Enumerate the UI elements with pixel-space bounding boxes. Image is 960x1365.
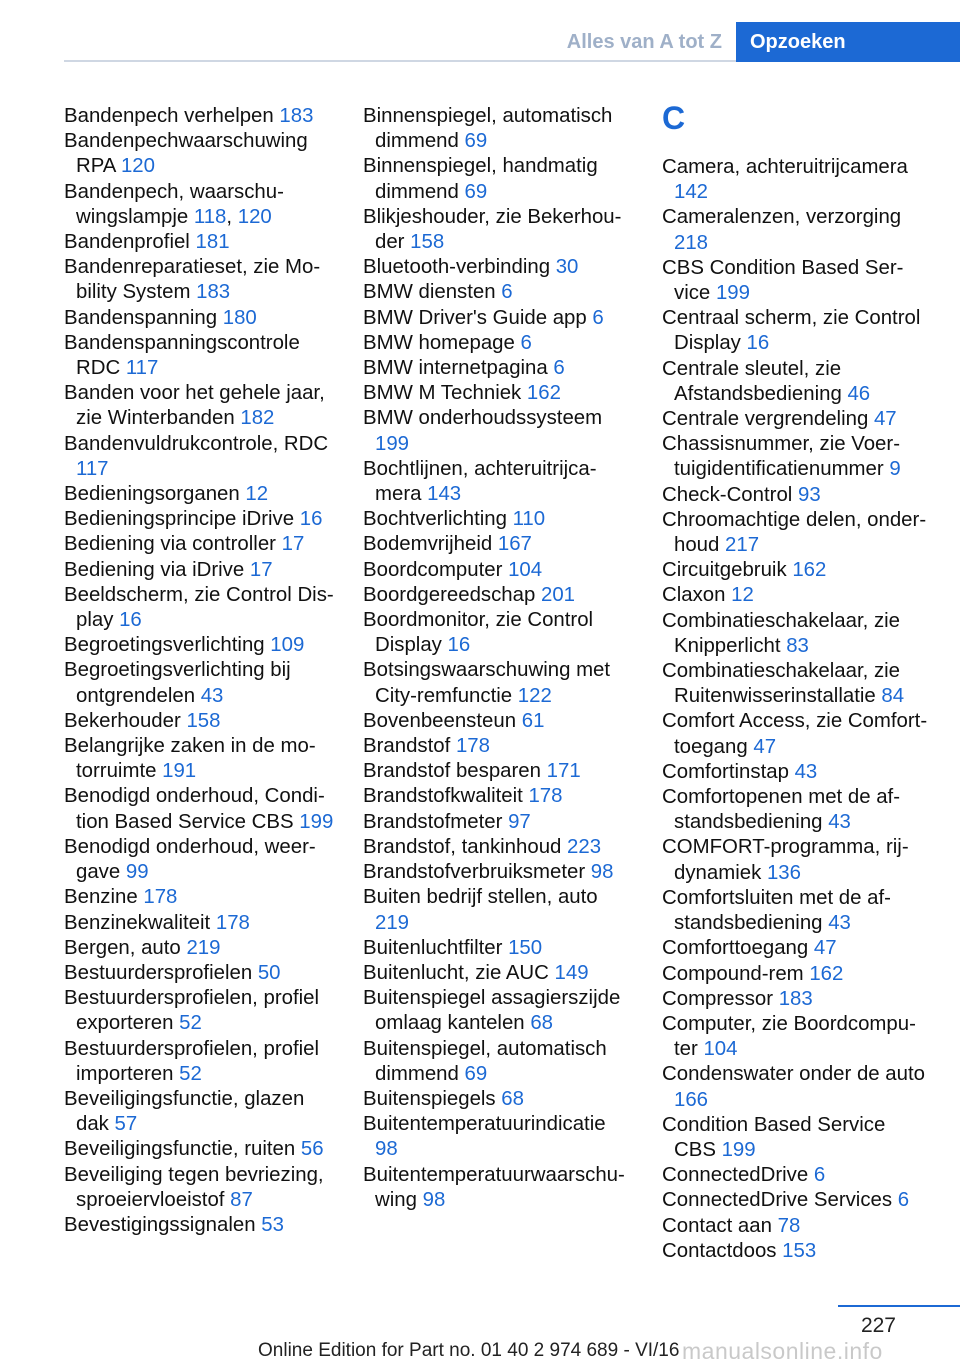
index-entry — [662, 1214, 930, 1239]
index-entry — [363, 280, 631, 305]
page-reference-link[interactable]: 43 — [200, 684, 224, 707]
entry-term: Bestuurdersprofielen, profiel exporteren — [64, 987, 320, 1035]
entry-term: Bandenspanningscontrole RDC — [64, 331, 300, 380]
entry-term: BMW internetpagina — [363, 357, 554, 380]
index-entry — [662, 1163, 930, 1188]
page-reference-link[interactable]: 53 — [261, 1213, 284, 1236]
index-entry — [662, 306, 930, 356]
index-entry — [662, 609, 930, 659]
entry-term: ConnectedDrive Services — [662, 1189, 898, 1212]
page-reference-link[interactable]: 98 — [375, 1138, 398, 1161]
entry-term: COMFORT-programma, rijdynamiek — [662, 836, 909, 884]
entry-term: Brandstofkwaliteit — [363, 785, 529, 808]
page-reference-link[interactable]: 150 — [508, 936, 543, 959]
index-column-3 — [662, 100, 930, 1264]
page-reference-link[interactable]: 17 — [281, 533, 305, 556]
entry-term: Bedieningsprincipe iDrive — [64, 508, 300, 531]
page-reference-link[interactable]: 68 — [530, 1012, 553, 1035]
index-entry — [363, 507, 631, 532]
page-reference-link[interactable]: 183 — [778, 987, 813, 1010]
index-entry — [662, 936, 930, 961]
index-entry — [363, 658, 631, 708]
entry-term: Computer, zie Boordcomputer — [662, 1012, 916, 1061]
page-reference-link[interactable]: 12 — [731, 584, 754, 607]
page-reference-link[interactable]: 110 — [512, 508, 546, 531]
index-entry — [64, 835, 336, 885]
entry-term: Brandstofmeter — [363, 810, 509, 833]
index-entry — [64, 129, 336, 179]
page-reference-link[interactable]: 6 — [553, 357, 565, 380]
entry-term: Combinatieschakelaar, zie Ruitenwisserinstallatie — [662, 660, 901, 708]
page-reference-link[interactable]: 199 — [721, 1138, 756, 1161]
index-entry — [662, 432, 930, 482]
index-entry — [662, 1113, 930, 1163]
page-reference-link[interactable]: 201 — [540, 583, 576, 606]
page-reference-link[interactable]: 78 — [777, 1214, 801, 1237]
page-reference-link[interactable]: 104 — [508, 558, 543, 581]
index-entry — [662, 886, 930, 936]
entry-term: Bandenreparatieset, zie Mobility System — [64, 256, 321, 304]
index-entry — [363, 306, 631, 331]
index-entry — [363, 532, 631, 557]
page-reference-link[interactable]: 117 — [125, 357, 159, 380]
entry-term: Beveiligingsfunctie, glazen dak — [64, 1087, 305, 1136]
entry-term: Bandenspanning — [64, 306, 223, 329]
index-column-2 — [363, 104, 631, 1213]
index-entry — [363, 457, 631, 507]
entry-term: ConnectedDrive — [662, 1164, 814, 1187]
entry-term: Bochtverlichting — [363, 508, 513, 531]
index-entry — [64, 986, 336, 1036]
entry-term: Chroomachtige delen, onderhoud — [662, 508, 927, 557]
index-entry — [363, 255, 631, 280]
entry-term: Benzinekwaliteit — [64, 911, 216, 934]
index-entry — [64, 784, 336, 834]
header-tab-opzoeken[interactable]: Opzoeken — [736, 22, 960, 62]
page-reference-link[interactable]: 47 — [873, 408, 897, 431]
entry-term: Brandstof besparen — [363, 760, 547, 783]
page-reference-link[interactable]: 69 — [464, 130, 488, 153]
page-reference-link[interactable]: 118 — [193, 205, 227, 228]
index-entry — [64, 961, 336, 986]
entry-term: Begroetingsverlichting — [64, 634, 271, 657]
index-entry — [64, 1137, 336, 1162]
index-entry — [363, 1163, 631, 1213]
entry-term: Binnenspiegel, automatisch dimmend — [363, 105, 613, 153]
page-reference-link[interactable]: 199 — [375, 432, 410, 455]
page-reference-link[interactable]: 162 — [792, 559, 827, 582]
entry-term: Camera, achteruitrijcamera — [662, 156, 908, 178]
entry-term: Bestuurdersprofielen — [64, 961, 258, 984]
entry-term: CBS Condition Based Service — [662, 256, 904, 305]
page-reference-link[interactable]: 46 — [847, 382, 871, 405]
page-reference-link[interactable]: 166 — [674, 1088, 709, 1111]
index-entry — [662, 155, 930, 205]
entry-term: Centrale vergrendeling — [662, 408, 874, 431]
index-entry — [662, 760, 930, 785]
index-entry — [363, 734, 631, 759]
entry-term: Bandenprofiel — [64, 231, 196, 254]
page-reference-link[interactable]: 178 — [143, 886, 178, 909]
page-reference-link[interactable]: 158 — [410, 231, 445, 254]
page-reference-link[interactable]: 178 — [528, 785, 563, 808]
page-reference-link[interactable]: 12 — [245, 483, 269, 506]
index-column-1 — [64, 104, 336, 1238]
page-reference-link[interactable]: 6 — [501, 281, 513, 304]
index-entry — [64, 658, 336, 708]
page-reference-link[interactable]: 183 — [196, 281, 231, 304]
index-entry — [662, 407, 930, 432]
entry-term: Buitentemperatuurindicatie — [363, 1113, 606, 1136]
index-entry — [363, 1087, 631, 1112]
page-reference-link[interactable]: 98 — [590, 861, 614, 884]
page-reference-link[interactable]: 83 — [786, 634, 809, 657]
entry-term: Circuitgebruik — [662, 559, 793, 582]
entry-term: Bediening via controller — [64, 533, 282, 556]
entry-term: Bergen, auto — [64, 936, 187, 959]
entry-term: Check-Control — [662, 483, 798, 506]
entry-term: BMW Driver's Guide app — [363, 306, 593, 329]
index-entry — [64, 709, 336, 734]
footer-rule — [838, 1305, 960, 1307]
page-reference-link[interactable]: 120 — [237, 205, 272, 228]
entry-term: Buitenspiegel, automatisch dimmend — [363, 1037, 607, 1085]
entry-term: Centraal scherm, zie Control Display — [662, 307, 921, 355]
page-reference-link[interactable]: 30 — [555, 256, 579, 279]
page-reference-link[interactable]: 136 — [766, 861, 801, 884]
index-entry — [363, 986, 631, 1036]
page-reference-link[interactable]: 191 — [162, 760, 197, 783]
index-entry — [64, 532, 336, 557]
entry-term: Belangrijke zaken in de motorruimte — [64, 735, 316, 783]
page-reference-link[interactable]: 199 — [715, 282, 750, 305]
page-number: 227 — [860, 1314, 896, 1337]
entry-term: Comfort Access, zie Comforttoegang — [662, 710, 928, 758]
page-reference-link[interactable]: 182 — [240, 407, 275, 430]
index-entry — [662, 1188, 930, 1213]
entry-term: Bovenbeensteun — [363, 709, 522, 732]
page-reference-link[interactable]: 104 — [703, 1038, 738, 1061]
page-reference-link[interactable]: 99 — [125, 861, 149, 884]
index-entry — [363, 860, 631, 885]
page-reference-link[interactable]: 183 — [279, 105, 314, 127]
index-entry — [64, 1213, 336, 1238]
index-entry — [64, 936, 336, 961]
page-reference-link[interactable]: 142 — [674, 181, 709, 204]
index-entry — [64, 583, 336, 633]
index-entry — [363, 583, 631, 608]
page-reference-link[interactable]: 9 — [889, 458, 901, 481]
page-reference-link[interactable]: 16 — [119, 609, 142, 632]
entry-term: Beveiliging tegen bevriezing, sproeiervloeistof — [64, 1163, 324, 1211]
entry-term: Bandenvuldrukcontrole, RDC — [64, 432, 329, 455]
entry-term: Condenswater onder de auto — [662, 1063, 925, 1086]
page-reference-link[interactable]: 16 — [299, 508, 323, 531]
entry-term: Beeldscherm, zie Control Display — [64, 583, 334, 632]
entry-term: Comfortopenen met de afstandsbediening — [662, 786, 901, 834]
page-reference-link[interactable]: 43 — [828, 912, 851, 935]
page-reference-link[interactable]: 6 — [813, 1164, 826, 1187]
index-entry — [64, 734, 336, 784]
page-reference-link[interactable]: 61 — [521, 709, 545, 732]
index-entry — [363, 406, 631, 456]
page-reference-link[interactable]: 98 — [422, 1188, 446, 1211]
index-entry — [64, 482, 336, 507]
index-entry — [662, 357, 930, 407]
index-entry — [363, 835, 631, 860]
entry-term: Banden voor het gehele jaar, zie Winterbanden — [64, 382, 325, 430]
entry-term: Buitenluchtfilter — [363, 936, 509, 959]
entry-term: Brandstof — [363, 735, 456, 758]
page-reference-link[interactable]: 69 — [464, 1062, 488, 1085]
entry-term: Boordmonitor, zie Control Display — [363, 609, 594, 657]
entry-term: Cameralenzen, verzorging — [662, 206, 902, 229]
index-entry — [662, 709, 930, 759]
page-reference-link[interactable]: 178 — [215, 911, 250, 934]
page-reference-link[interactable]: 16 — [447, 634, 471, 657]
entry-term: BMW homepage — [363, 331, 521, 354]
section-letter-heading: C — [662, 100, 686, 136]
index-entry — [662, 205, 930, 255]
index-entry — [363, 810, 631, 835]
index-entry — [662, 1012, 930, 1062]
watermark-text: manualsonline.info — [682, 1338, 883, 1364]
entry-term: Bestuurdersprofielen, profiel importeren — [64, 1037, 320, 1085]
entry-term: Brandstof, tankinhoud — [363, 835, 568, 858]
index-entry — [64, 255, 336, 305]
page-reference-link[interactable]: 162 — [809, 962, 844, 985]
entry-term: Compound-rem — [662, 962, 810, 985]
index-entry — [662, 962, 930, 987]
page-reference-link[interactable]: 17 — [249, 558, 273, 581]
entry-term: Bandenpech verhelpen — [64, 105, 280, 127]
entry-term: Bedieningsorganen — [64, 483, 246, 506]
page-reference-link[interactable]: 178 — [455, 735, 490, 758]
entry-term: BMW onderhoudssysteem — [363, 407, 603, 430]
index-entry — [363, 759, 631, 784]
page-reference-link[interactable]: 47 — [753, 735, 777, 758]
index-entry — [363, 709, 631, 734]
index-entry — [64, 306, 336, 331]
page-reference-link[interactable]: 120 — [120, 155, 155, 178]
page-reference-link[interactable]: 52 — [179, 1012, 202, 1035]
index-entry — [363, 104, 631, 154]
entry-term: Centrale sleutel, zie Afstandsbediening — [662, 357, 848, 405]
index-entry — [363, 1037, 631, 1087]
entry-term: Bevestigingssignalen — [64, 1213, 262, 1236]
page-reference-link[interactable]: 84 — [881, 685, 905, 708]
entry-term: Benodigd onderhoud, Condition Based Service CBS — [64, 785, 325, 833]
entry-term: Comfortinstap — [662, 760, 795, 783]
page-reference-link[interactable]: 43 — [794, 760, 818, 783]
entry-term: Chassisnummer, zie Voertuigidentificatienummer — [662, 433, 900, 481]
entry-term: Buitenspiegel assagierszijde omlaag kantelen — [363, 987, 621, 1035]
entry-term: Boordcomputer — [363, 558, 509, 581]
page-reference-link[interactable]: 181 — [195, 231, 230, 254]
entry-term: Comfortsluiten met de afstandsbediening — [662, 886, 891, 935]
entry-term: Botsingswaarschuwing met City-remfunctie — [363, 659, 611, 707]
page-reference-link[interactable]: 52 — [179, 1062, 202, 1085]
page-reference-link[interactable]: 219 — [186, 936, 221, 959]
index-entry — [64, 885, 336, 910]
page-reference-link[interactable]: 97 — [508, 810, 531, 833]
entry-term: Bodemvrijheid — [363, 533, 498, 556]
index-entry — [64, 381, 336, 431]
page-reference-link[interactable]: 158 — [186, 709, 221, 732]
index-entry — [363, 936, 631, 961]
index-entry — [64, 633, 336, 658]
index-entry — [64, 104, 336, 129]
index-entry — [662, 508, 930, 558]
entry-term: BMW M Techniek — [363, 382, 527, 405]
entry-term: Beveiligingsfunctie, ruiten — [64, 1138, 301, 1161]
index-entry — [363, 784, 631, 809]
entry-term: Brandstofverbruiksmeter — [363, 861, 591, 884]
entry-term: Contactdoos — [662, 1239, 783, 1262]
entry-term: Contact aan — [662, 1214, 778, 1237]
index-entry — [662, 256, 930, 306]
entry-term: Condition Based Service CBS — [662, 1113, 886, 1161]
index-entry — [662, 987, 930, 1012]
page-reference-link[interactable]: 180 — [222, 306, 257, 329]
entry-term: Comforttoegang — [662, 937, 814, 960]
index-entry — [363, 205, 631, 255]
entry-term: BMW diensten — [363, 281, 502, 304]
index-entry — [363, 356, 631, 381]
page-reference-link[interactable]: 47 — [813, 937, 837, 960]
entry-term: Combinatieschakelaar, zie Knipperlicht — [662, 609, 901, 657]
entry-term: Benodigd onderhoud, weergave — [64, 835, 316, 884]
index-entry — [662, 1062, 930, 1112]
page-reference-link[interactable]: 6 — [592, 306, 604, 329]
page-reference-link[interactable]: 143 — [427, 483, 462, 506]
page-reference-link[interactable]: 87 — [230, 1188, 253, 1211]
page-reference-link[interactable]: 218 — [674, 231, 709, 254]
page-reference-link[interactable]: 149 — [554, 961, 589, 984]
edition-text: Online Edition for Part no. 01 40 2 974 689 - VI/16 — [258, 1340, 680, 1361]
entry-term: Buitentemperatuurwaarschuwing — [363, 1163, 625, 1211]
index-entry — [662, 558, 930, 583]
page-reference-link[interactable]: 69 — [464, 180, 488, 203]
entry-term: Benzine — [64, 886, 144, 909]
index-entry — [662, 785, 930, 835]
index-entry — [64, 1163, 336, 1213]
entry-term: Bochtlijnen, achteruitrijcamera — [363, 457, 597, 506]
entry-term: Compressor — [662, 987, 779, 1010]
index-entry — [363, 154, 631, 204]
entry-term: Buitenspiegels — [363, 1087, 502, 1110]
page-reference-link[interactable]: 171 — [546, 760, 581, 783]
index-entry — [64, 180, 336, 230]
index-entry — [64, 1087, 336, 1137]
page-reference-link[interactable]: 109 — [270, 634, 305, 657]
page-reference-link[interactable]: 219 — [375, 911, 410, 934]
index-entry — [64, 331, 336, 381]
entry-term: Blikjeshouder, zie Bekerhouder — [363, 205, 622, 254]
entry-term: Boordgereedschap — [363, 583, 541, 606]
index-entry — [64, 507, 336, 532]
entry-term: Binnenspiegel, handmatig dimmend — [363, 155, 598, 203]
page-reference-link[interactable]: 50 — [257, 961, 281, 984]
entry-term: Bluetooth-verbinding — [363, 256, 556, 279]
index-entry — [662, 835, 930, 885]
page-reference-link[interactable]: 56 — [300, 1138, 324, 1161]
page-reference-link[interactable]: 6 — [520, 331, 532, 354]
index-entry — [363, 885, 631, 935]
page-reference-link[interactable]: 93 — [797, 483, 821, 506]
page-reference-link[interactable]: 199 — [299, 810, 334, 833]
index-entry — [64, 911, 336, 936]
index-entry — [363, 961, 631, 986]
index-entry — [363, 558, 631, 583]
page-reference-link[interactable]: 122 — [517, 684, 552, 707]
index-entry — [363, 331, 631, 356]
index-entry — [662, 483, 930, 508]
page-reference-link[interactable]: 57 — [114, 1113, 138, 1136]
page-reference-link[interactable]: 167 — [497, 533, 532, 556]
page-reference-link[interactable]: 16 — [746, 332, 770, 355]
page-reference-link[interactable]: 6 — [897, 1189, 910, 1212]
page-reference-link[interactable]: 162 — [526, 382, 561, 405]
index-entry — [662, 1239, 930, 1264]
index-entry — [363, 1112, 631, 1162]
index-entry — [64, 1037, 336, 1087]
index-entry — [64, 230, 336, 255]
entry-term: Buiten bedrijf stellen, auto — [363, 886, 598, 909]
index-entry — [363, 608, 631, 658]
entry-term: Buitenlucht, zie AUC — [363, 961, 555, 984]
page-reference-link[interactable]: 43 — [828, 811, 851, 834]
index-entry — [662, 659, 930, 709]
page-reference-link[interactable]: 117 — [76, 457, 109, 480]
index-entry — [64, 432, 336, 482]
page-reference-link[interactable]: 223 — [567, 835, 602, 858]
page-reference-link[interactable]: 153 — [782, 1239, 817, 1262]
index-entry — [363, 381, 631, 406]
header-section-title[interactable]: Alles van A tot Z — [566, 31, 722, 53]
page-reference-link[interactable]: 68 — [501, 1087, 524, 1110]
entry-term: Bandenpechwaarschuwing RPA — [64, 130, 308, 178]
entry-term: Bediening via iDrive — [64, 558, 250, 581]
entry-term: Claxon — [662, 584, 732, 607]
index-entry — [662, 583, 930, 608]
entry-term: Begroetingsverlichting bij ontgrendelen — [64, 659, 291, 707]
index-entry — [64, 558, 336, 583]
entry-term: Bekerhouder — [64, 709, 187, 732]
entry-term: Bandenpech, waarschuwingslampje — [64, 180, 284, 228]
entry-term: , — [226, 205, 238, 228]
page-reference-link[interactable]: 217 — [725, 534, 760, 557]
